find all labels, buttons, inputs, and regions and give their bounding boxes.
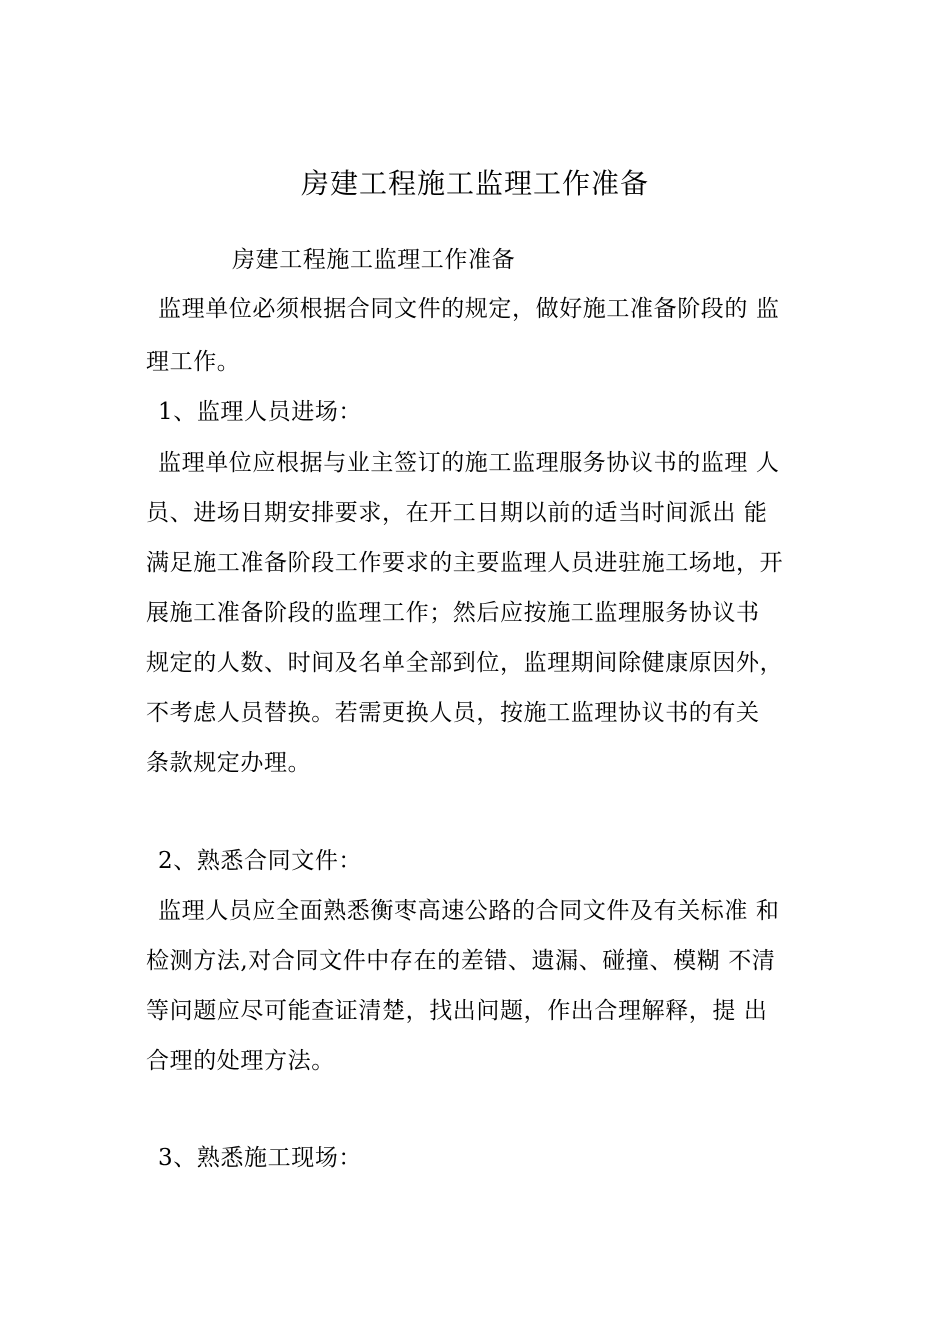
paragraph-line: 等问题应尽可能查证清楚，找出问题，作出合理解释，提 出	[146, 998, 768, 1024]
paragraph-line: 条款规定办理。	[146, 750, 312, 776]
paragraph-line: 规定的人数、时间及名单全部到位，监理期间除健康原因外，	[146, 650, 784, 676]
paragraph-line: 监理单位必须根据合同文件的规定，做好施工准备阶段的 监	[158, 296, 780, 322]
paragraph-line: 理工作。	[146, 349, 241, 375]
paragraph-line: 合理的处理方法。	[146, 1048, 335, 1074]
section-heading-3: 3、熟悉施工现场：	[158, 1145, 363, 1171]
paragraph-line: 检测方法,对合同文件中存在的差错、遗漏、碰撞、模糊 不清	[146, 948, 776, 974]
paragraph-line: 监理单位应根据与业主签订的施工监理服务协议书的监理 人	[158, 450, 780, 476]
section-heading-1: 1、监理人员进场：	[158, 399, 363, 425]
document-subtitle: 房建工程施工监理工作准备	[232, 247, 516, 273]
paragraph-line: 不考虑人员替换。若需更换人员，按施工监理协议书的有关	[146, 700, 760, 726]
paragraph-line: 员、进场日期安排要求，在开工日期以前的适当时间派出 能	[146, 500, 768, 526]
document-title: 房建工程施工监理工作准备	[300, 167, 649, 200]
paragraph-line: 满足施工准备阶段工作要求的主要监理人员进驻施工场地，开	[146, 550, 784, 576]
section-heading-2: 2、熟悉合同文件：	[158, 848, 363, 874]
paragraph-line: 展施工准备阶段的监理工作；然后应按施工监理服务协议书	[146, 600, 760, 626]
paragraph-line: 监理人员应全面熟悉衡枣高速公路的合同文件及有关标准 和	[158, 898, 780, 924]
